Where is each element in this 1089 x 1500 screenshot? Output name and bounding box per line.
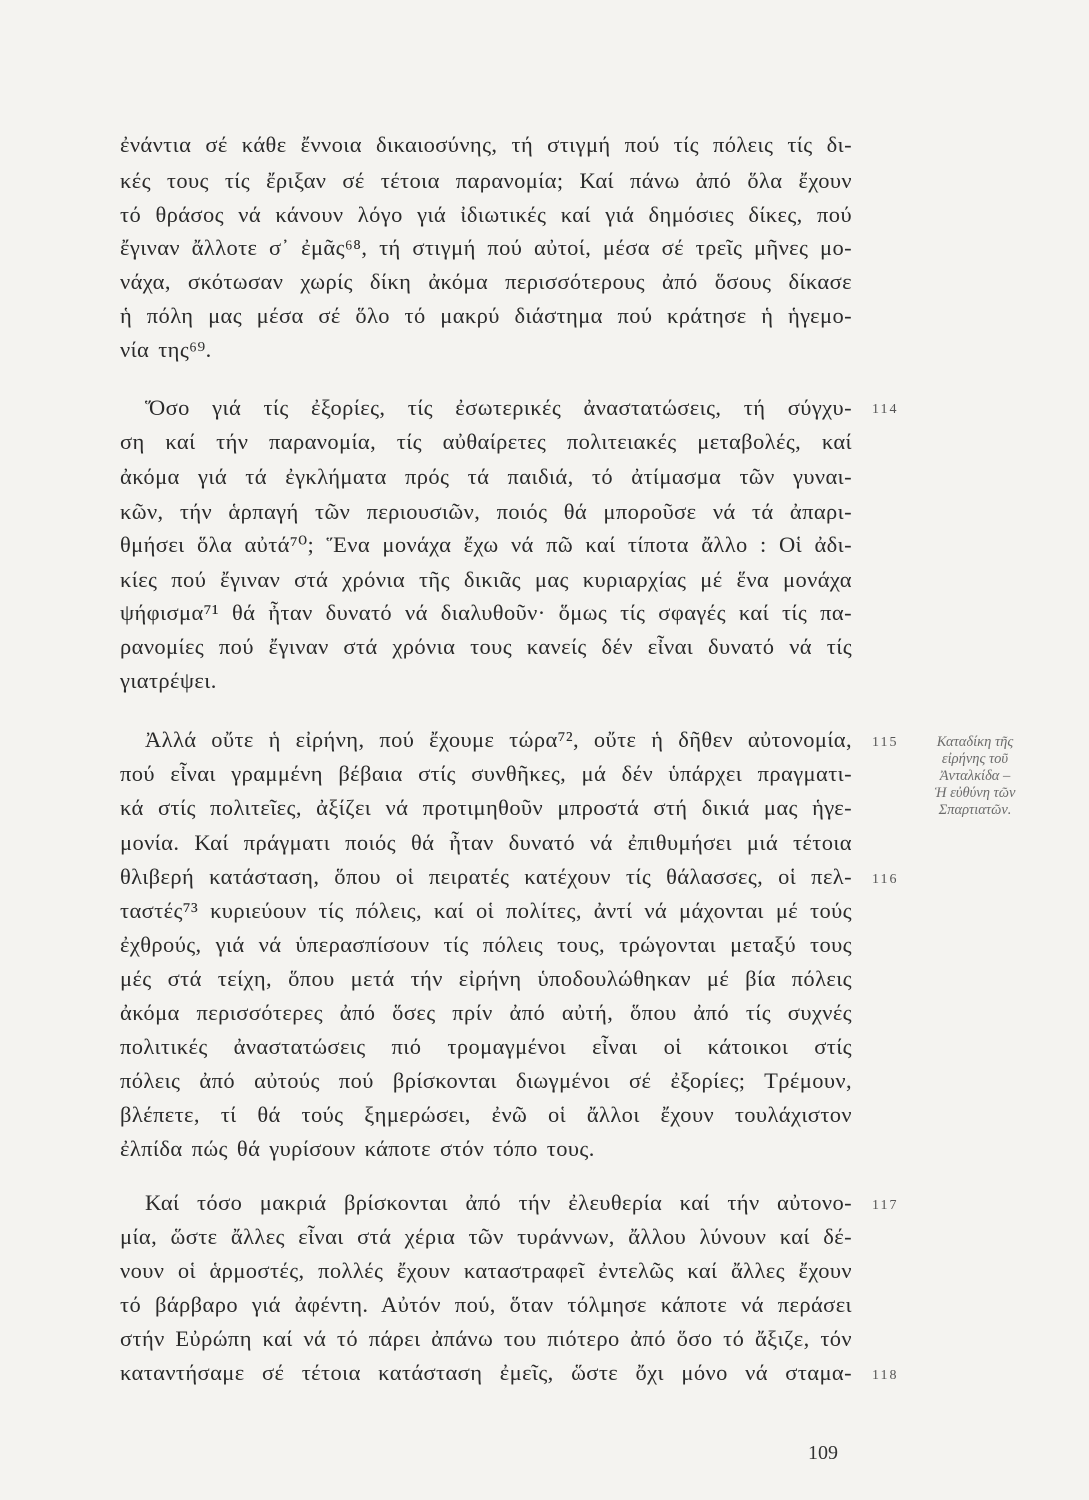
text-line: τό βάρβαρο γιά ἀφέντη. Αὐτόν πού, ὅταν τόλμησε κάποτε νά περάσει [120,1292,852,1317]
text-line: ἀκόμα περισσότερες ἀπό ὅσες πρίν ἀπό αὐτή, ὅπου ἀπό τίς συχνές [120,1000,852,1025]
text-line: στήν Εὐρώπη καί νά τό πάρει ἀπάνω του πιότερο ἀπό ὅσο τό ἄξιζε, τόν [120,1326,852,1351]
side-note-line: Ἀνταλκίδα – [939,768,1011,784]
text-line: θμήσει ὅλα αὐτά⁷⁰; Ἕνα μονάχα ἔχω νά πῶ καί τίποτα ἄλλο : Οἱ ἀδι- [120,532,852,557]
page-number: 109 [808,1442,838,1464]
text-line: ἔγιναν ἄλλοτε σ᾿ ἐμᾶς⁶⁸, τή στιγμή πού αὐτοί, μέσα σέ τρεῖς μῆνες μο- [120,235,852,260]
text-line: νία της⁶⁹. [120,337,212,362]
section-number: 118 [872,1368,899,1383]
text-line: καταντήσαμε σέ τέτοια κατάσταση ἐμεῖς, ὥστε ὄχι μόνο νά σταμα- [120,1360,852,1385]
text-line: ἀκόμα γιά τά ἐγκλήματα πρός τά παιδιά, τό ἀτίμασμα τῶν γυναι- [120,464,852,489]
section-number: 114 [872,402,899,417]
side-note-line: εἰρήνης τοῦ [941,751,1009,767]
text-line: βλέπετε, τί θά τούς ξημερώσει, ἐνῶ οἱ ἄλλοι ἔχουν τουλάχιστον [120,1102,852,1127]
side-note-line: Καταδίκη τῆς [936,734,1014,750]
text-line: ψήφισμα⁷¹ θά ἦταν δυνατό νά διαλυθοῦν· ὅμως τίς σφαγές καί τίς πα- [120,600,852,625]
text-line: γιατρέψει. [120,668,217,693]
text-line: ταστές⁷³ κυριεύουν τίς πόλεις, καί οἱ πολίτες, ἀντί νά μάχονται μέ τούς [120,898,852,923]
text-line: ση καί τήν παρανομία, τίς αὐθαίρετες πολιτειακές μεταβολές, καί [120,429,852,454]
text-line: μία, ὥστε ἄλλες εἶναι στά χέρια τῶν τυράννων, ἄλλου λύνουν καί δέ- [120,1224,852,1249]
text-line: ἐλπίδα πώς θά γυρίσουν κάποτε στόν τόπο τους. [120,1136,595,1161]
text-line: μονία. Καί πράγματι ποιός θά ἦταν δυνατό νά ἐπιθυμήσει μιά τέτοια [120,830,852,855]
text-line: πόλεις ἀπό αὐτούς πού βρίσκονται διωγμένοι σέ ἐξορίες; Τρέμουν, [120,1068,852,1093]
text-line: κά στίς πολιτεῖες, ἀξίζει νά προτιμηθοῦν μπροστά στή δικιά μας ἡγε- [120,795,852,820]
text-line: Ὅσο γιά τίς ἐξορίες, τίς ἐσωτερικές ἀναστατώσεις, τή σύγχυ- [145,395,852,420]
text-line: ἐχθρούς, γιά νά ὑπερασπίσουν τίς πόλεις τους, τρώγονται μεταξύ τους [120,932,852,957]
text-line: Καί τόσο μακριά βρίσκονται ἀπό τήν ἐλευθερία καί τήν αὐτονο- [145,1190,852,1215]
side-note-line: Ἡ εὐθύνη τῶν [934,785,1016,801]
text-line: πολιτικές ἀναστατώσεις πιό τρομαγμένοι εἶναι οἱ κάτοικοι στίς [120,1034,852,1059]
text-line: πού εἶναι γραμμένη βέβαια στίς συνθῆκες, μά δέν ὑπάρχει πραγματι- [120,761,852,786]
text-line: ἐνάντια σέ κάθε ἔννοια δικαιοσύνης, τή στιγμή πού τίς πόλεις τίς δι- [120,132,852,157]
text-line: τό θράσος νά κάνουν λόγο γιά ἰδιωτικές καί γιά δημόσιες δίκες, πού [120,202,852,227]
text-line: θλιβερή κατάσταση, ὅπου οἱ πειρατές κατέχουν τίς θάλασσες, οἱ πελ- [120,864,852,889]
side-note [900,734,1050,819]
text-line: Ἀλλά οὔτε ἡ εἰρήνη, πού ἔχουμε τώρα⁷², οὔτε ἡ δῆθεν αὐτονομία, [145,727,852,752]
text-line: μές στά τείχη, ὅπου μετά τήν εἰρήνη ὑποδουλώθηκαν μέ βία πόλεις [120,966,852,991]
text-line: κές τους τίς ἔριξαν σέ τέτοια παρανομία; Καί πάνω ἀπό ὅλα ἔχουν [120,168,852,193]
side-note-line: Σπαρτιατῶν. [938,802,1012,818]
text-line: κῶν, τήν ἁρπαγή τῶν περιουσιῶν, ποιός θά μποροῦσε νά τά ἀπαρι- [120,499,852,524]
text-line: ρανομίες πού ἔγιναν στά χρόνια τους κανείς δέν εἶναι δυνατό νά τίς [120,634,852,659]
section-number: 115 [872,735,899,750]
text-line: νάχα, σκότωσαν χωρίς δίκη ἀκόμα περισσότερους ἀπό ὅσους δίκασε [120,269,852,294]
section-number: 117 [872,1198,899,1213]
text-line: κίες πού ἔγιναν στά χρόνια τῆς δικιᾶς μας κυριαρχίας μέ ἕνα μονάχα [120,567,852,592]
text-line: νουν οἱ ἁρμοστές, πολλές ἔχουν καταστραφεῖ ἐντελῶς καί ἄλλες ἔχουν [120,1258,852,1283]
text-line: ἡ πόλη μας μέσα σέ ὅλο τό μακρύ διάστημα πού κράτησε ἡ ἡγεμο- [120,303,852,328]
section-number: 116 [872,872,899,887]
